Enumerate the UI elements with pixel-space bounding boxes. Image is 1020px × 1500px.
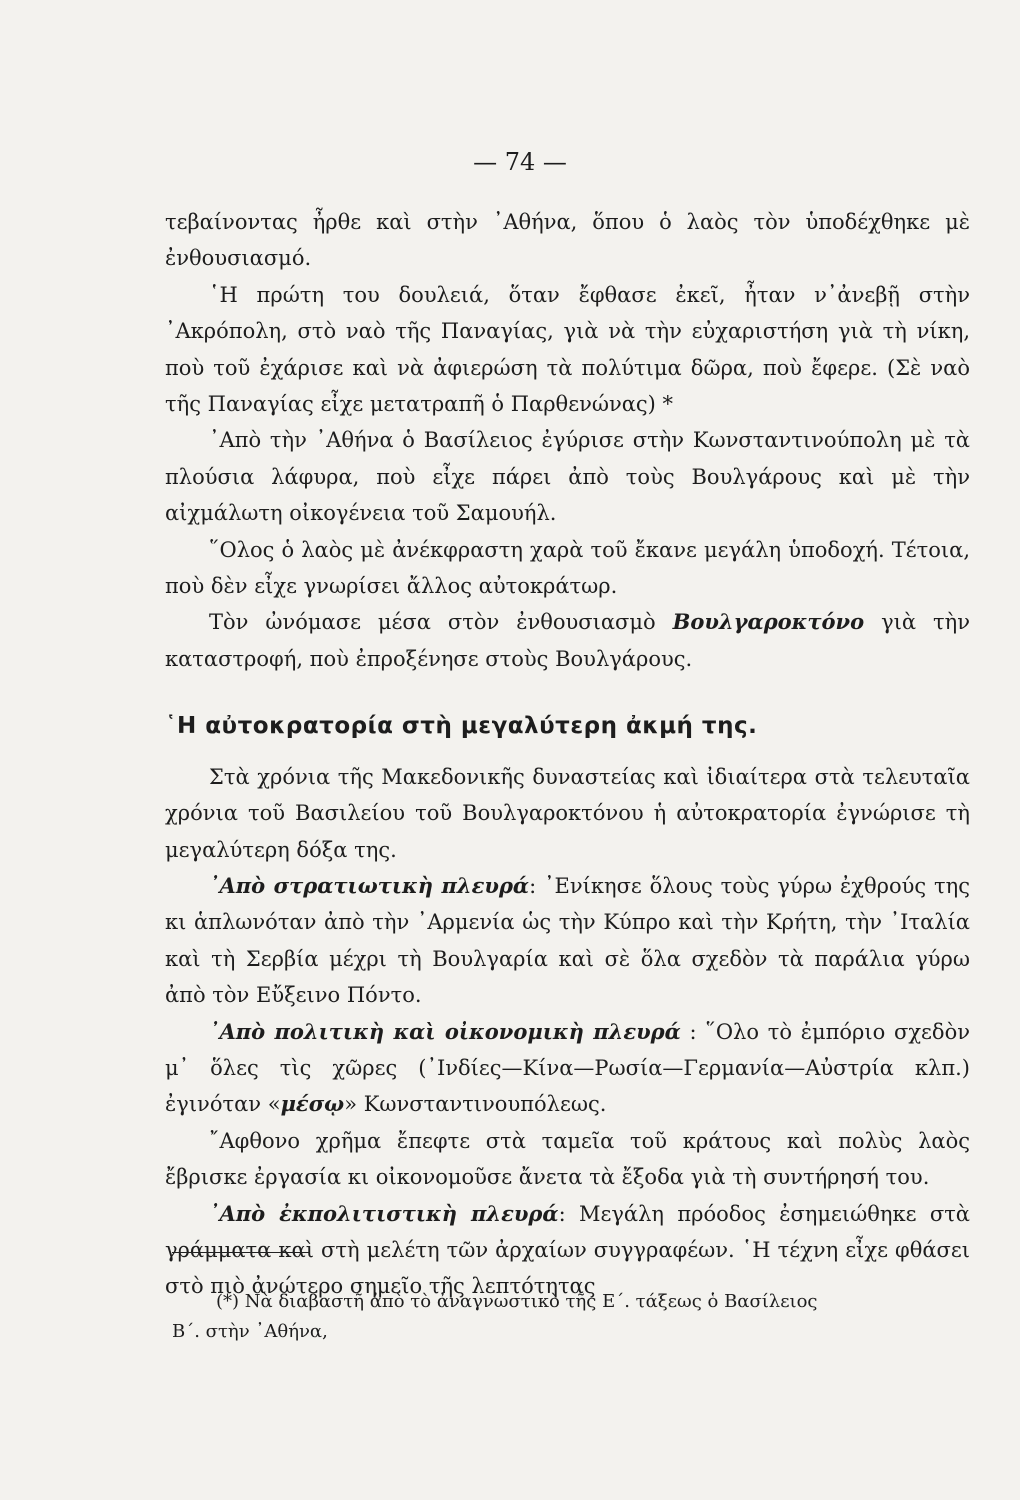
p5-after: γιὰ τὴν καταστροφή, ποὺ ἐπροξένησε στοὺς Βουλγάρους. xyxy=(165,610,970,671)
p8-text-a: : ῞Ολο τὸ ἐμπόριο σχεδὸν μ᾿ ὅλες τὶς χῶρες (᾿Ινδίες—Κίνα—Ρωσία—Γερμανία—Αὐστρία κλπ.) ἐγινόταν « xyxy=(165,1019,970,1117)
p8-bold: μέσῳ xyxy=(280,1091,345,1117)
paragraph-2: ῾Η πρώτη του δουλειά, ὅταν ἔφθασε ἐκεῖ, ἦταν ν᾿ἀνεβῇ στὴν ᾿Ακρόπολη, στὸ ναὸ τῆς Παναγίας, γιὰ νὰ τὴν εὐχαριστήση γιὰ τὴ νίκη, ποὺ τοῦ ἐχάρισε καὶ νὰ ἀφιερώση τὰ πολύτιμα δῶρα, ποὺ ἔφερε. (Σὲ ναὸ τῆς Παναγίας εἶχε μετατραπῆ ὁ Παρθενώνας) * xyxy=(165,282,970,417)
footnote xyxy=(172,1287,972,1347)
p10-label: ᾿Απὸ ἐκπολιτιστικὴ πλευρά xyxy=(209,1200,559,1226)
p8-text-b: » Κωνσταντινουπόλεως. xyxy=(344,1092,607,1117)
paragraph-8 xyxy=(165,1014,970,1123)
paragraph-3: ᾿Απὸ τὴν ᾿Αθήνα ὁ Βασίλειος ἐγύρισε στὴν Κωνσταντινούπολη μὲ τὰ πλούσια λάφυρα, ποὺ εἶχε πάρει ἀπὸ τοὺς Βουλγάρους καὶ μὲ τὴν αἰχμάλωτη οἰκογένεια τοῦ Σαμουήλ. xyxy=(165,428,970,526)
p5-before: Τὸν ὠνόμασε μέσα στὸν ἐνθουσιασμὸ xyxy=(209,610,673,635)
p10-text: : Μεγάλη πρόοδος ἐσημειώθηκε στὰ γράμματα καὶ στὴ μελέτη τῶν ἀρχαίων συγγραφέων. ῾Η τέχνη εἶχε φθάσει στὸ πιὸ ἀνώτερο σημεῖο τῆς λεπτότητας xyxy=(165,1201,970,1299)
page-number: — 74 — xyxy=(473,148,567,176)
section-heading: ῾Η αὐτοκρατορία στὴ μεγαλύτερη ἀκμή της. xyxy=(165,713,758,740)
paragraph-7 xyxy=(165,868,970,1014)
p8-label: ᾿Απὸ πολιτικὴ καὶ οἰκονομικὴ πλευρά xyxy=(209,1018,681,1044)
footnote-divider xyxy=(172,1252,310,1253)
footnote-line-1: (*) Νὰ διαβαστῆ ἀπὸ τὸ ἀναγνωστικὸ τῆς Ε΄. τάξεως ὁ Βασίλειος xyxy=(216,1291,818,1312)
paragraph-4: ῞Ολος ὁ λαὸς μὲ ἀνέκφραστη χαρὰ τοῦ ἔκανε μεγάλη ὑποδοχή. Τέτοια, ποὺ δὲν εἶχε γνωρίσει ἄλλος αὐτοκράτωρ. xyxy=(165,537,970,599)
p7-label: ᾿Απὸ στρατιωτικὴ πλευρά xyxy=(209,872,530,898)
paragraph-1: τεβαίνοντας ἦρθε καὶ στὴν ᾿Αθήνα, ὅπου ὁ λαὸς τὸν ὑποδέχθηκε μὲ ἐνθουσιασμό. xyxy=(165,210,970,271)
paragraph-5 xyxy=(165,604,970,677)
paragraph-9: ῎Αφθονο χρῆμα ἔπεφτε στὰ ταμεῖα τοῦ κράτους καὶ πολὺς λαὸς ἔβρισκε ἐργασία κι οἰκονομοῦσε ἄνετα τὰ ἔξοδα γιὰ τὴ συντήρησή του. xyxy=(165,1128,970,1190)
p5-bold-term: Βουλγαροκτόνο xyxy=(672,609,865,635)
footnote-line-2: Β΄. στὴν ᾿Αθήνα, xyxy=(172,1321,328,1342)
p7-text: : ᾿Ενίκησε ὅλους τοὺς γύρω ἐχθρούς της κι ἁπλωνόταν ἀπὸ τὴν ᾿Αρμενία ὡς τὴν Κύπρο καὶ τὴν Κρήτη, τὴν ᾿Ιταλία καὶ τὴ Σερβία μέχρι τὴ Βουλγαρία καὶ σὲ ὅλα σχεδὸν τὰ παράλια γύρω ἀπὸ τὸν Εὔξεινο Πόντο. xyxy=(165,873,970,1008)
paragraph-6: Στὰ χρόνια τῆς Μακεδονικῆς δυναστείας καὶ ἰδιαίτερα στὰ τελευταῖα χρόνια τοῦ Βασιλείου τοῦ Βουλγαροκτόνου ἡ αὐτοκρατορία ἐγνώρισε τὴ μεγαλύτερη δόξα της. xyxy=(165,764,970,862)
body-text xyxy=(165,204,970,1305)
